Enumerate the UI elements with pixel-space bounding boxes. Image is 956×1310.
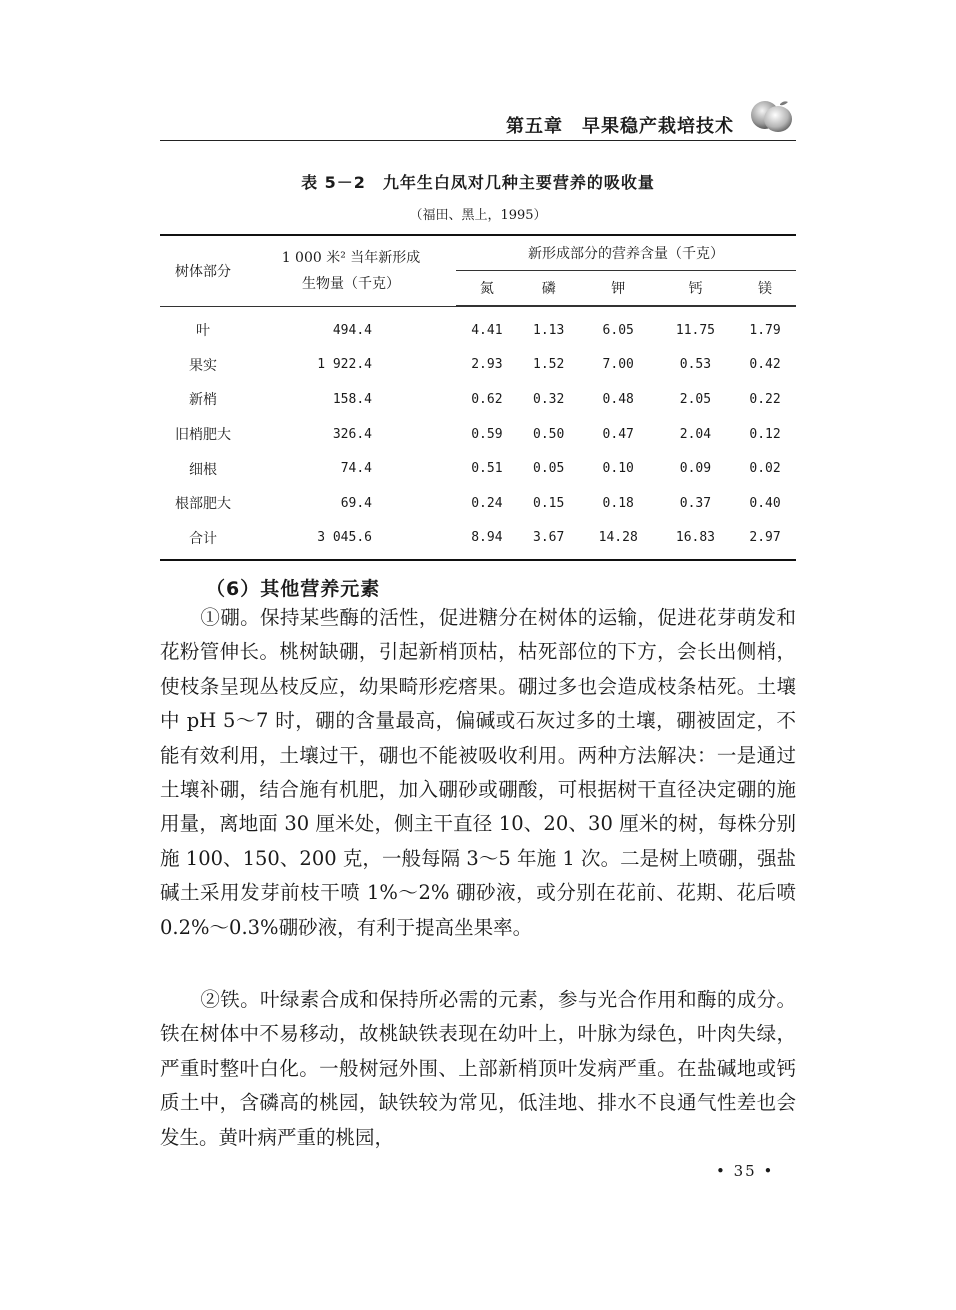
cell-phosphorus: 1.13 — [533, 322, 565, 338]
header-calcium: 钙 — [657, 271, 734, 306]
table-row — [160, 451, 796, 486]
cell-nitrogen: 0.51 — [471, 461, 503, 477]
cell-phosphorus: 0.50 — [533, 426, 565, 442]
running-head — [160, 96, 796, 141]
cell-phosphorus: 0.15 — [533, 495, 565, 511]
table-row — [160, 417, 796, 452]
header-biomass-line2: 生物量（千克） — [302, 275, 400, 292]
cell-nitrogen: 0.62 — [471, 391, 503, 407]
cell-calcium: 2.05 — [679, 391, 712, 407]
cell-phosphorus: 1.52 — [533, 357, 565, 373]
cell-calcium: 2.04 — [679, 426, 712, 442]
cell-nitrogen: 0.24 — [471, 495, 503, 511]
paragraph-boron — [160, 601, 796, 945]
section-heading: （6）其他营养元素 — [206, 578, 381, 600]
page-number: • 35 • — [716, 1162, 775, 1180]
cell-biomass: 494.4 — [332, 322, 372, 338]
table-row-total — [160, 521, 796, 561]
header-biomass-line1: 1 000 米² 当年新形成 — [281, 249, 421, 266]
cell-nitrogen: 2.93 — [471, 357, 503, 373]
chapter-title: 第五章 早果稳产栽培技术 — [506, 116, 734, 137]
fruit-logo-icon — [750, 98, 794, 134]
cell-potassium: 0.47 — [602, 426, 634, 442]
cell-calcium: 16.83 — [675, 530, 716, 546]
cell-calcium: 0.53 — [679, 357, 712, 373]
table-row — [160, 307, 796, 348]
cell-biomass: 158.4 — [332, 391, 372, 407]
cell-part: 新梢 — [189, 392, 217, 409]
table-row — [160, 348, 796, 383]
header-part: 树体部分 — [175, 263, 231, 280]
cell-potassium: 0.18 — [602, 495, 634, 511]
cell-part: 根部肥大 — [175, 496, 231, 513]
cell-magnesium: 0.12 — [749, 426, 781, 442]
paragraph-boron-text: ①硼。保持某些酶的活性，促进糖分在树体的运输，促进花芽萌发和花粉管伸长。桃树缺硼，引起新梢顶枯，枯死部位的下方，会长出侧梢，使枝条呈现丛枝反应，幼果畸形疙瘩果。硼过多也会造成枝条枯死。土壤中 pH 5～7 时，硼的含量最高，偏碱或石灰过多的土壤，硼被固定，不能有效利用，土壤过干，硼也不能被吸收利用。两种方法解决：一是通过土壤补硼，结合施有机肥，加入硼砂或硼酸，可根据树干直径决定硼的施用量，离地面 30 厘米处，侧主干直径 10、20、30 厘米的树，每株分别施 100、150、200 克，一般每隔 3～5 年施 1 次。二是树上喷硼，强盐碱土采用发芽前枝干喷 1%～2% 硼砂液，或分别在花前、花期、花后喷 0.2%～0.3%硼砂液，有利于提高坐果率。 — [160, 606, 796, 939]
cell-biomass: 3 045.6 — [317, 530, 372, 546]
cell-magnesium: 2.97 — [749, 530, 781, 546]
cell-magnesium: 1.79 — [749, 322, 781, 338]
cell-nitrogen: 4.41 — [471, 322, 503, 338]
table-row — [160, 486, 796, 521]
header-nutrient-group: 新形成部分的营养含量（千克） — [456, 235, 796, 271]
cell-part: 旧梢肥大 — [175, 427, 231, 444]
nutrient-absorption-table — [160, 234, 796, 561]
table-title: 表 5－2 九年生白凤对几种主要营养的吸收量 — [301, 173, 655, 192]
cell-calcium: 0.09 — [679, 461, 712, 477]
cell-part: 果实 — [189, 357, 217, 374]
cell-biomass: 326.4 — [332, 426, 372, 442]
cell-potassium: 6.05 — [602, 322, 634, 338]
cell-magnesium: 0.22 — [749, 391, 781, 407]
cell-part: 合计 — [189, 530, 217, 547]
paragraph-iron — [160, 983, 796, 1155]
cell-magnesium: 0.42 — [749, 357, 781, 373]
header-magnesium: 镁 — [734, 271, 796, 306]
header-biomass — [246, 235, 456, 306]
cell-potassium: 0.10 — [602, 461, 634, 477]
cell-nitrogen: 0.59 — [471, 426, 503, 442]
cell-nitrogen: 8.94 — [471, 530, 503, 546]
cell-calcium: 11.75 — [675, 322, 716, 338]
table-source: （福田、黑上，1995） — [409, 208, 547, 223]
cell-biomass: 74.4 — [340, 461, 372, 477]
header-potassium: 钾 — [580, 271, 657, 306]
header-nitrogen: 氮 — [456, 271, 518, 306]
cell-calcium: 0.37 — [679, 495, 712, 511]
cell-potassium: 7.00 — [602, 357, 634, 373]
cell-potassium: 0.48 — [602, 391, 634, 407]
cell-phosphorus: 0.05 — [533, 461, 565, 477]
cell-biomass: 69.4 — [340, 495, 372, 511]
cell-phosphorus: 0.32 — [533, 391, 565, 407]
cell-biomass: 1 922.4 — [317, 357, 372, 373]
paragraph-iron-text: ②铁。叶绿素合成和保持所必需的元素，参与光合作用和酶的成分。铁在树体中不易移动，故桃缺铁表现在幼叶上，叶脉为绿色，叶肉失绿，严重时整叶白化。一般树冠外围、上部新梢顶叶发病严重。在盐碱地或钙质土中，含磷高的桃园，缺铁较为常见，低洼地、排水不良通气性差也会发生。黄叶病严重的桃园， — [160, 988, 796, 1149]
cell-part: 细根 — [189, 461, 217, 478]
cell-magnesium: 0.02 — [749, 461, 781, 477]
cell-part: 叶 — [196, 323, 210, 340]
table-row — [160, 382, 796, 417]
cell-potassium: 14.28 — [598, 530, 638, 546]
cell-phosphorus: 3.67 — [533, 530, 565, 546]
header-phosphorus: 磷 — [518, 271, 580, 306]
cell-magnesium: 0.40 — [749, 495, 781, 511]
